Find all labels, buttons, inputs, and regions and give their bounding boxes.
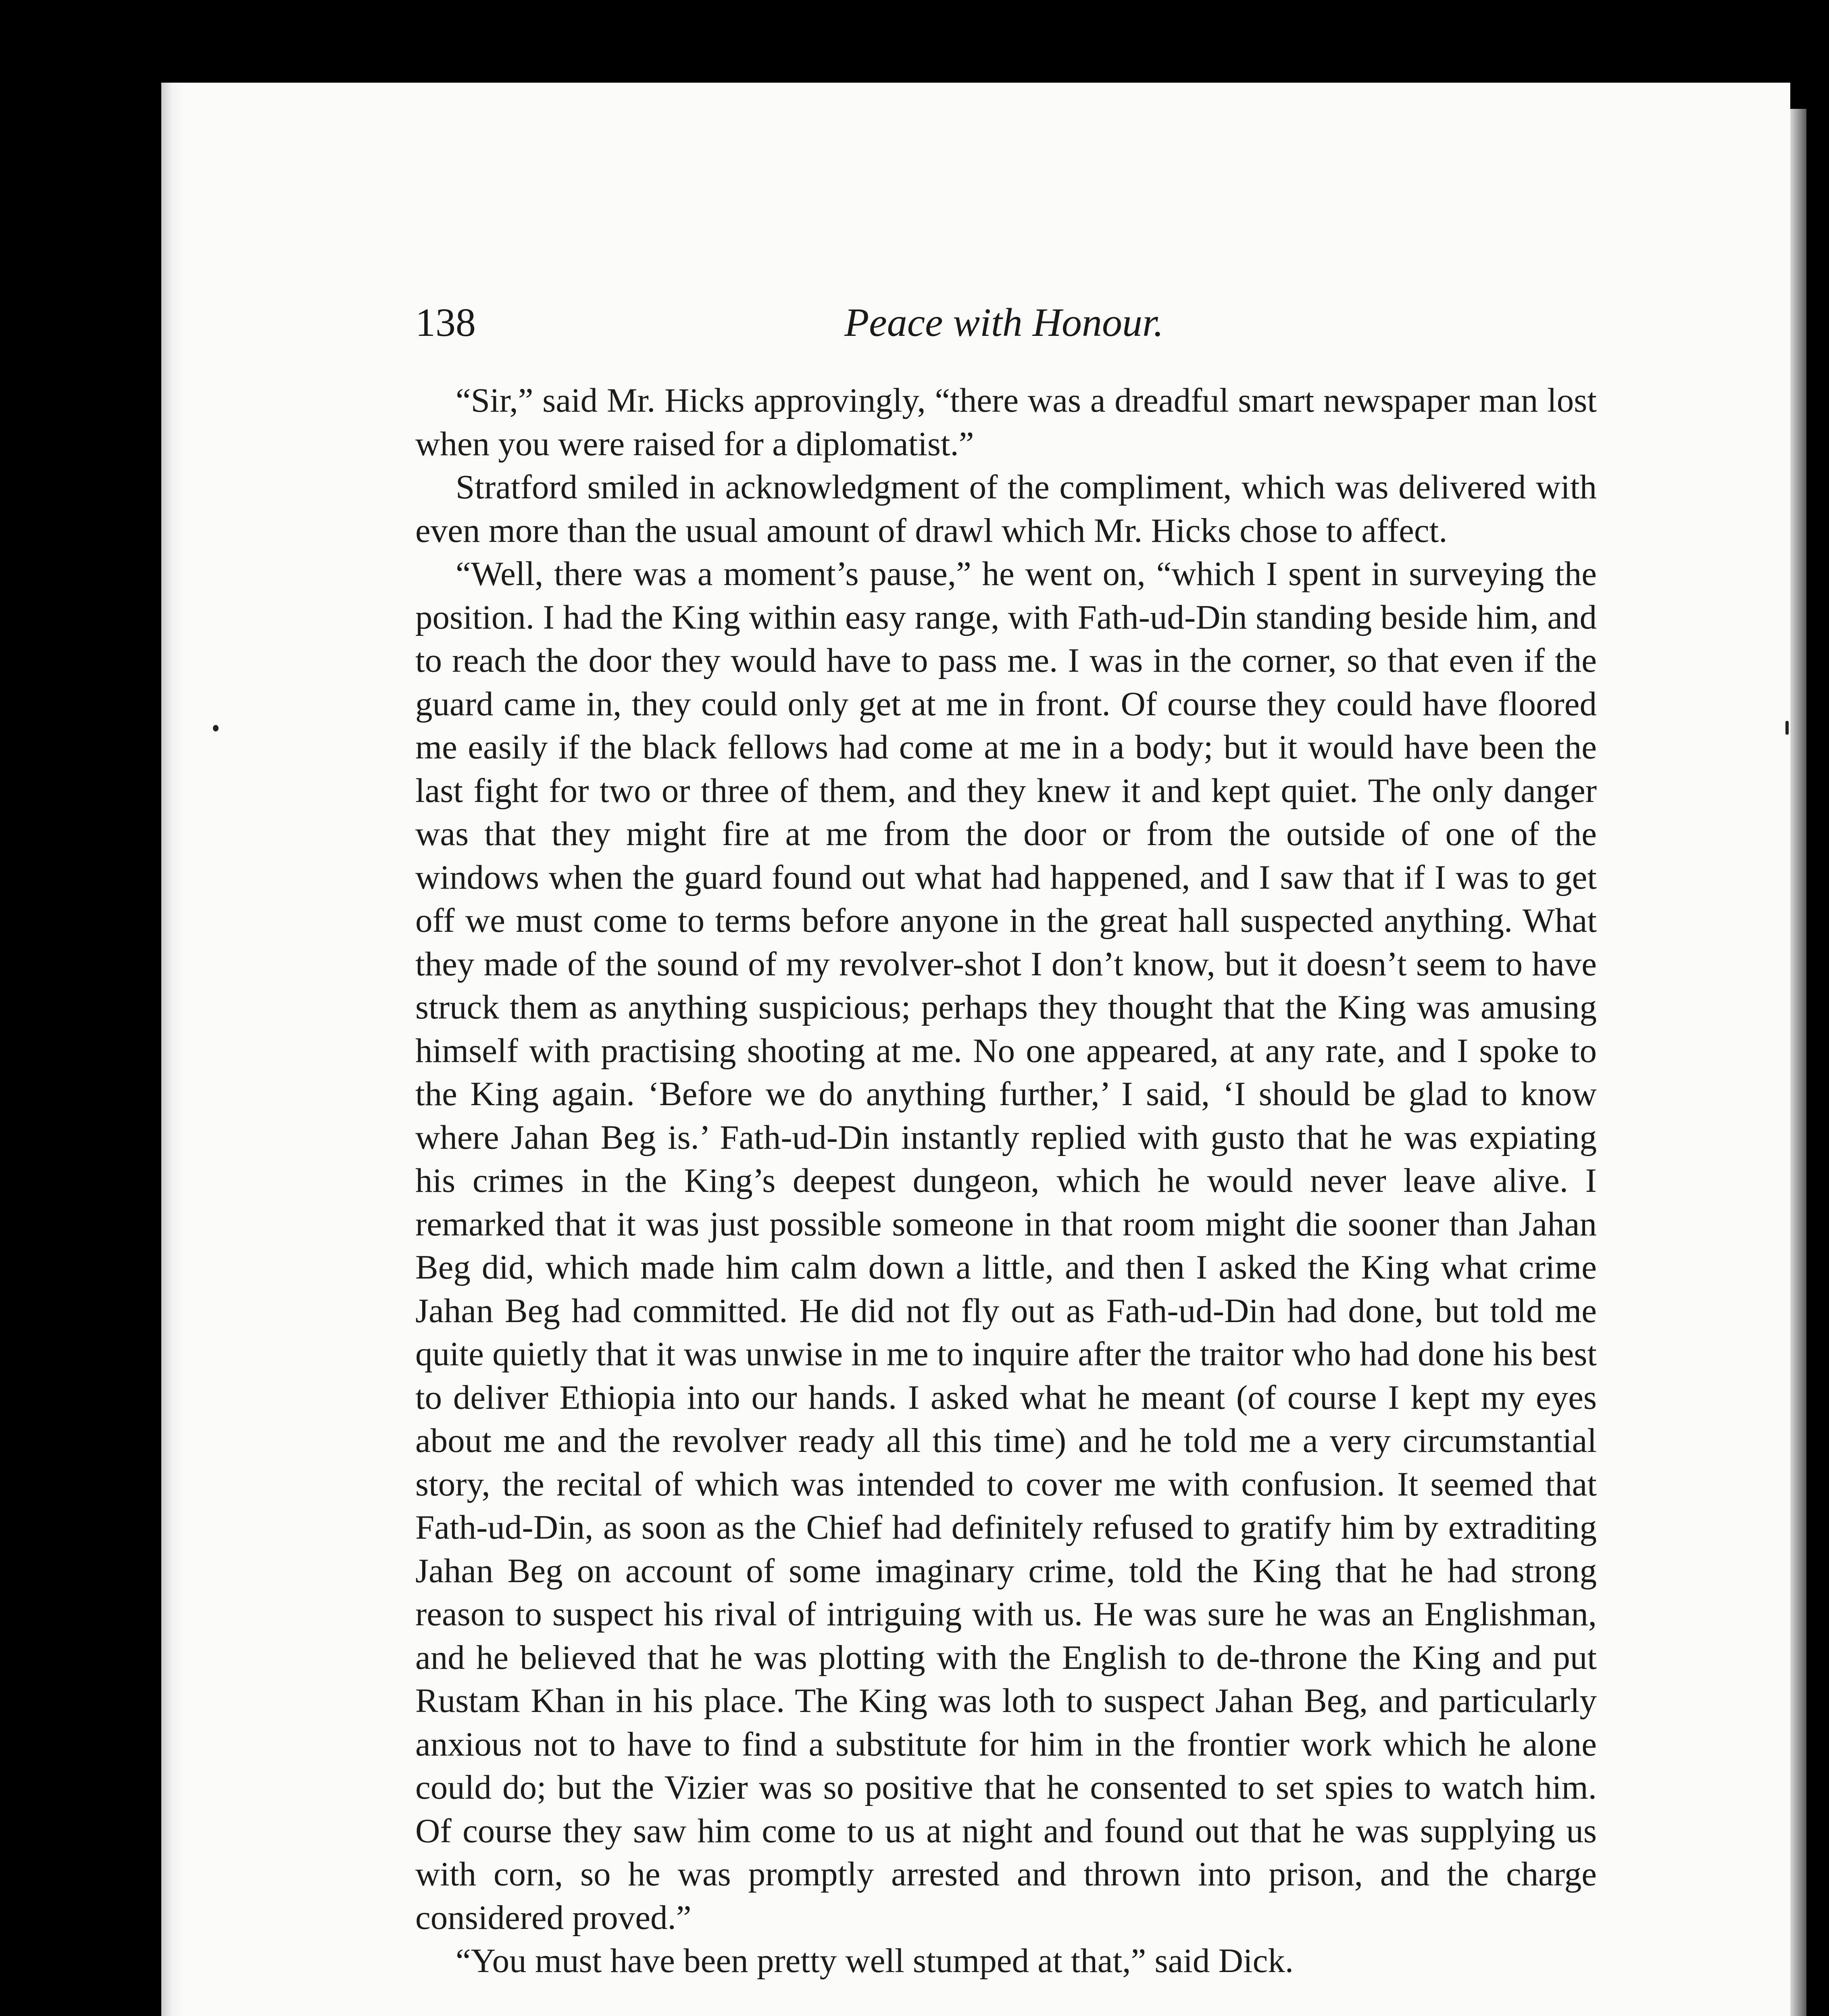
paragraph: “You must have been pretty well stumped at that,” said Dick. (456, 1942, 1294, 1980)
page-number: 138 (415, 300, 476, 345)
scan-speck (213, 725, 219, 731)
paragraph: Stratford smiled in acknowledgment of the compliment, which was delivered with even more than the usual amount of drawl which Mr. Hicks chose to affect. (415, 468, 1597, 550)
paragraph: “Well, there was a moment’s pause,” he went on, “which I spent in surveying the position. I had the King within easy range, with Fath-ud-Din standing beside him, and to reach the door they would have to pass me. I was in the corner, so that even if the guard came in, they could only get at me in front. Of course they could have floored me easily if the black fellows had come at me in a body; but it would have been the last fight for two or three of them, and they knew it and kept quiet. The only danger was that they might fire at me from the door or from the outside of one of the windows when the guard found out what had happened, and I saw that if I was to get off we must come to terms before anyone in the great hall suspected anything. What they made of the sound of my revolver-shot I don’t know, but it doesn’t seem to have struck them as anything suspicious; perhaps they thought that the King was amusing himself with practising shooting at me. No one appeared, at any rate, and I spoke to the King again. ‘Before we do anything further,’ I said, ‘I should be glad to know where Jahan Beg is.’ Fath-ud-Din instantly replied with gusto that he was expiating his crimes in the King’s deepest dungeon, which he would never leave alive. I remarked that it was just possible someone in that room might die sooner than Jahan Beg did, which made him calm down a little, and then I asked the King what crime Jahan Beg had committed. He did not fly out as Fath-ud-Din had done, but told me quite quietly that it was unwise in me to inquire after the traitor who had done his best to deliver Ethiopia into our hands. I asked what he meant (of course I kept my eyes about me and the revolver ready all this time) and he told me a very circumstantial story, the recital of which was intended to cover me with confusion. It seemed that Fath-ud-Din, as soon as the Chief had definitely refused to gratify him by extraditing Jahan Beg on account of some imaginary crime, told the King that he had strong reason to suspect his rival of intriguing with us. He was sure he was an Englishman, and he believed that he was plotting with the English to de-throne the King and put Rustam Khan in his place. The King was loth to suspect Jahan Beg, and particularly anxious not to have to find a substitute for him in the frontier work which he alone could do; but the Vizier was so positive that he consented to set spies to watch him. Of course they saw him come to us at night and found out that he was supplying us with corn, so he was promptly arrested and thrown into prison, and the charge considered proved.” (415, 555, 1597, 1937)
page-header (415, 294, 1593, 351)
page-gutter-shadow (161, 83, 185, 2016)
running-title: Peace with Honour. (844, 300, 1164, 345)
scan-left-margin (0, 0, 161, 2016)
page-right-edge (1790, 109, 1806, 2016)
paragraph: “Sir,” said Mr. Hicks approvingly, “there was a dreadful smart newspaper man lost when you were raised for a diplomatist.” (415, 381, 1597, 463)
scan-speck (1785, 721, 1789, 735)
body-text (415, 379, 1597, 1983)
